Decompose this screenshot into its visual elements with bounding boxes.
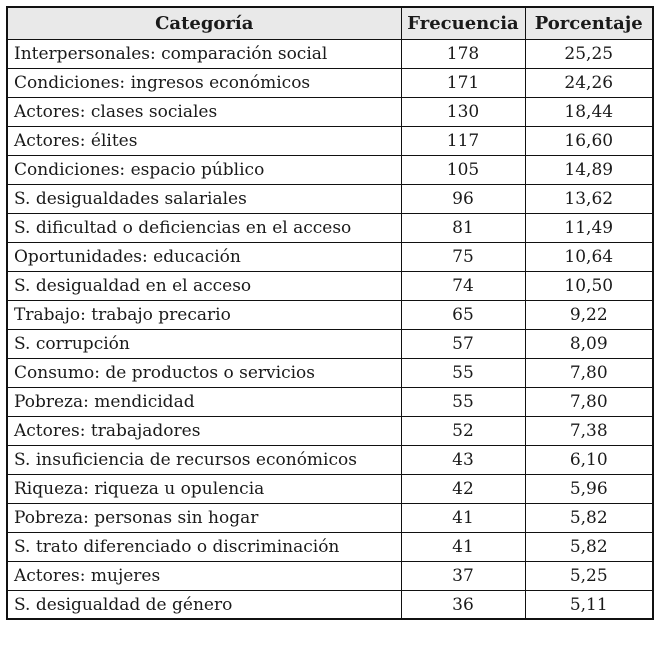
frequency-cell: 42 [401,474,525,503]
category-cell: Interpersonales: comparación social [7,39,401,68]
table-row [7,300,653,329]
percentage-cell: 18,44 [525,97,653,126]
category-cell: S. desigualdades salariales [7,184,401,213]
category-cell: Riqueza: riqueza u opulencia [7,474,401,503]
category-cell: S. corrupción [7,329,401,358]
percentage-cell: 5,82 [525,532,653,561]
frequency-cell: 130 [401,97,525,126]
frequency-cell: 178 [401,39,525,68]
percentage-cell: 10,50 [525,271,653,300]
frequency-table [6,6,654,620]
frequency-cell: 55 [401,387,525,416]
category-cell: Condiciones: ingresos económicos [7,68,401,97]
category-cell: Actores: trabajadores [7,416,401,445]
table-row [7,445,653,474]
table-row [7,68,653,97]
table-row [7,126,653,155]
category-cell: Condiciones: espacio público [7,155,401,184]
frequency-cell: 52 [401,416,525,445]
table-row [7,155,653,184]
frequency-cell: 96 [401,184,525,213]
frequency-cell: 36 [401,590,525,619]
table-row [7,329,653,358]
frequency-cell: 74 [401,271,525,300]
frequency-cell: 65 [401,300,525,329]
frequency-cell: 81 [401,213,525,242]
table-row [7,242,653,271]
frequency-cell: 171 [401,68,525,97]
frequency-cell: 37 [401,561,525,590]
column-header-categoria: Categoría [7,7,401,39]
category-cell: S. desigualdad de género [7,590,401,619]
percentage-cell: 5,11 [525,590,653,619]
percentage-cell: 7,38 [525,416,653,445]
table-row [7,213,653,242]
percentage-cell: 10,64 [525,242,653,271]
percentage-cell: 8,09 [525,329,653,358]
category-cell: S. desigualdad en el acceso [7,271,401,300]
category-cell: Actores: élites [7,126,401,155]
table-row [7,590,653,619]
percentage-cell: 24,26 [525,68,653,97]
table-row [7,97,653,126]
category-cell: S. insuficiencia de recursos económicos [7,445,401,474]
frequency-cell: 43 [401,445,525,474]
table-row [7,532,653,561]
table-row [7,358,653,387]
table-row [7,39,653,68]
category-cell: Actores: mujeres [7,561,401,590]
frequency-cell: 75 [401,242,525,271]
column-header-frecuencia: Frecuencia [401,7,525,39]
category-cell: S. trato diferenciado o discriminación [7,532,401,561]
category-cell: Pobreza: personas sin hogar [7,503,401,532]
percentage-cell: 5,96 [525,474,653,503]
table-row [7,387,653,416]
table-row [7,503,653,532]
category-cell: Consumo: de productos o servicios [7,358,401,387]
category-cell: Actores: clases sociales [7,97,401,126]
percentage-cell: 13,62 [525,184,653,213]
percentage-cell: 7,80 [525,358,653,387]
percentage-cell: 25,25 [525,39,653,68]
percentage-cell: 5,82 [525,503,653,532]
frequency-cell: 117 [401,126,525,155]
column-header-porcentaje: Porcentaje [525,7,653,39]
percentage-cell: 16,60 [525,126,653,155]
frequency-cell: 41 [401,503,525,532]
percentage-cell: 7,80 [525,387,653,416]
percentage-cell: 9,22 [525,300,653,329]
frequency-cell: 41 [401,532,525,561]
category-cell: Oportunidades: educación [7,242,401,271]
percentage-cell: 6,10 [525,445,653,474]
table-row [7,184,653,213]
frequency-cell: 105 [401,155,525,184]
table-row [7,474,653,503]
category-cell: Pobreza: mendicidad [7,387,401,416]
percentage-cell: 5,25 [525,561,653,590]
frequency-cell: 57 [401,329,525,358]
table-row [7,416,653,445]
table-row [7,561,653,590]
header-row [7,7,653,39]
category-cell: Trabajo: trabajo precario [7,300,401,329]
frequency-cell: 55 [401,358,525,387]
percentage-cell: 11,49 [525,213,653,242]
percentage-cell: 14,89 [525,155,653,184]
table-row [7,271,653,300]
category-cell: S. dificultad o deficiencias en el acceso [7,213,401,242]
